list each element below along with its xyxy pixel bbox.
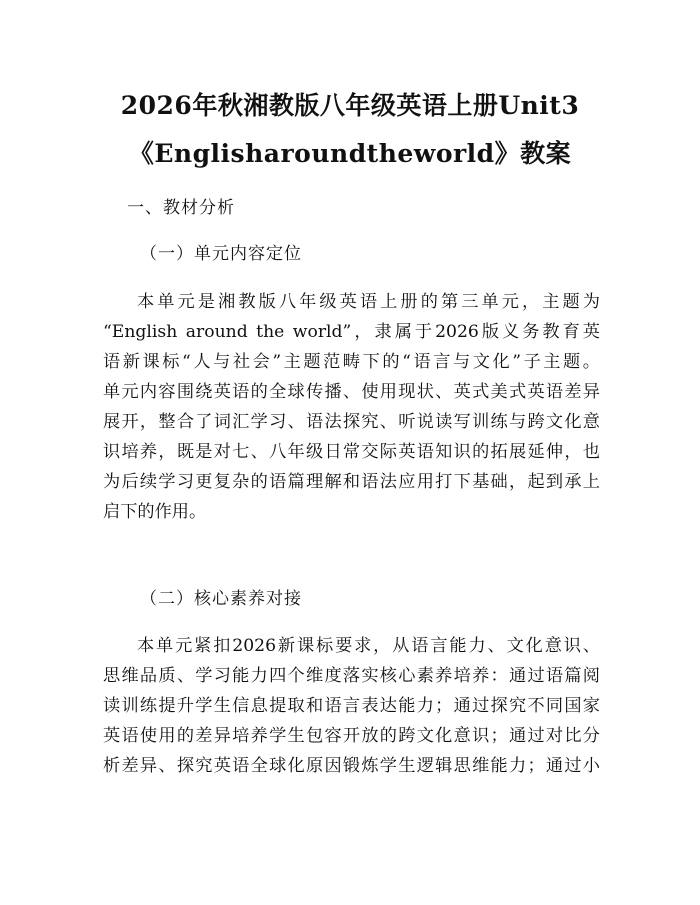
paragraph-line: 英语使用的差异培养学生包容开放的跨文化意识；通过对比分 bbox=[103, 726, 600, 746]
paragraph-line: 语新课标“人与社会”主题范畴下的“语言与文化”子主题。 bbox=[103, 352, 600, 372]
document-title-line-2: 《Englisharoundtheworld》教案 bbox=[128, 139, 572, 168]
paragraph-core-literacy bbox=[103, 631, 600, 781]
paragraph-line: 析差异、探究英语全球化原因锻炼学生逻辑思维能力；通过小 bbox=[103, 756, 600, 776]
paragraph-line: 本单元紧扣2026新课标要求，从语言能力、文化意识、 bbox=[137, 636, 600, 656]
paragraph-line: 识培养，既是对七、八年级日常交际英语知识的拓展延伸，也 bbox=[103, 442, 600, 462]
paragraph-line: “English around the world”，隶属于2026版义务教育英 bbox=[103, 322, 600, 342]
paragraph-unit-positioning bbox=[103, 287, 600, 527]
subsection-heading-core-literacy: （二）核心素养对接 bbox=[140, 589, 302, 609]
paragraph-line: 读训练提升学生信息提取和语言表达能力；通过探究不同国家 bbox=[103, 696, 600, 716]
paragraph-line: 展开，整合了词汇学习、语法探究、听说读写训练与跨文化意 bbox=[103, 412, 600, 432]
paragraph-line: 为后续学习更复杂的语篇理解和语法应用打下基础，起到承上 bbox=[103, 472, 600, 492]
paragraph-line: 思维品质、学习能力四个维度落实核心素养培养：通过语篇阅 bbox=[103, 666, 600, 686]
paragraph-line: 单元内容围绕英语的全球传播、使用现状、英式美式英语差异 bbox=[103, 382, 600, 402]
section-heading-textbook-analysis: 一、教材分析 bbox=[127, 198, 235, 218]
subsection-heading-unit-positioning: （一）单元内容定位 bbox=[140, 244, 302, 264]
document-title-line-1: 2026年秋湘教版八年级英语上册Unit3 bbox=[120, 91, 580, 120]
paragraph-line: 本单元是湘教版八年级英语上册的第三单元，主题为 bbox=[137, 292, 600, 312]
paragraph-line: 启下的作用。 bbox=[103, 502, 207, 522]
